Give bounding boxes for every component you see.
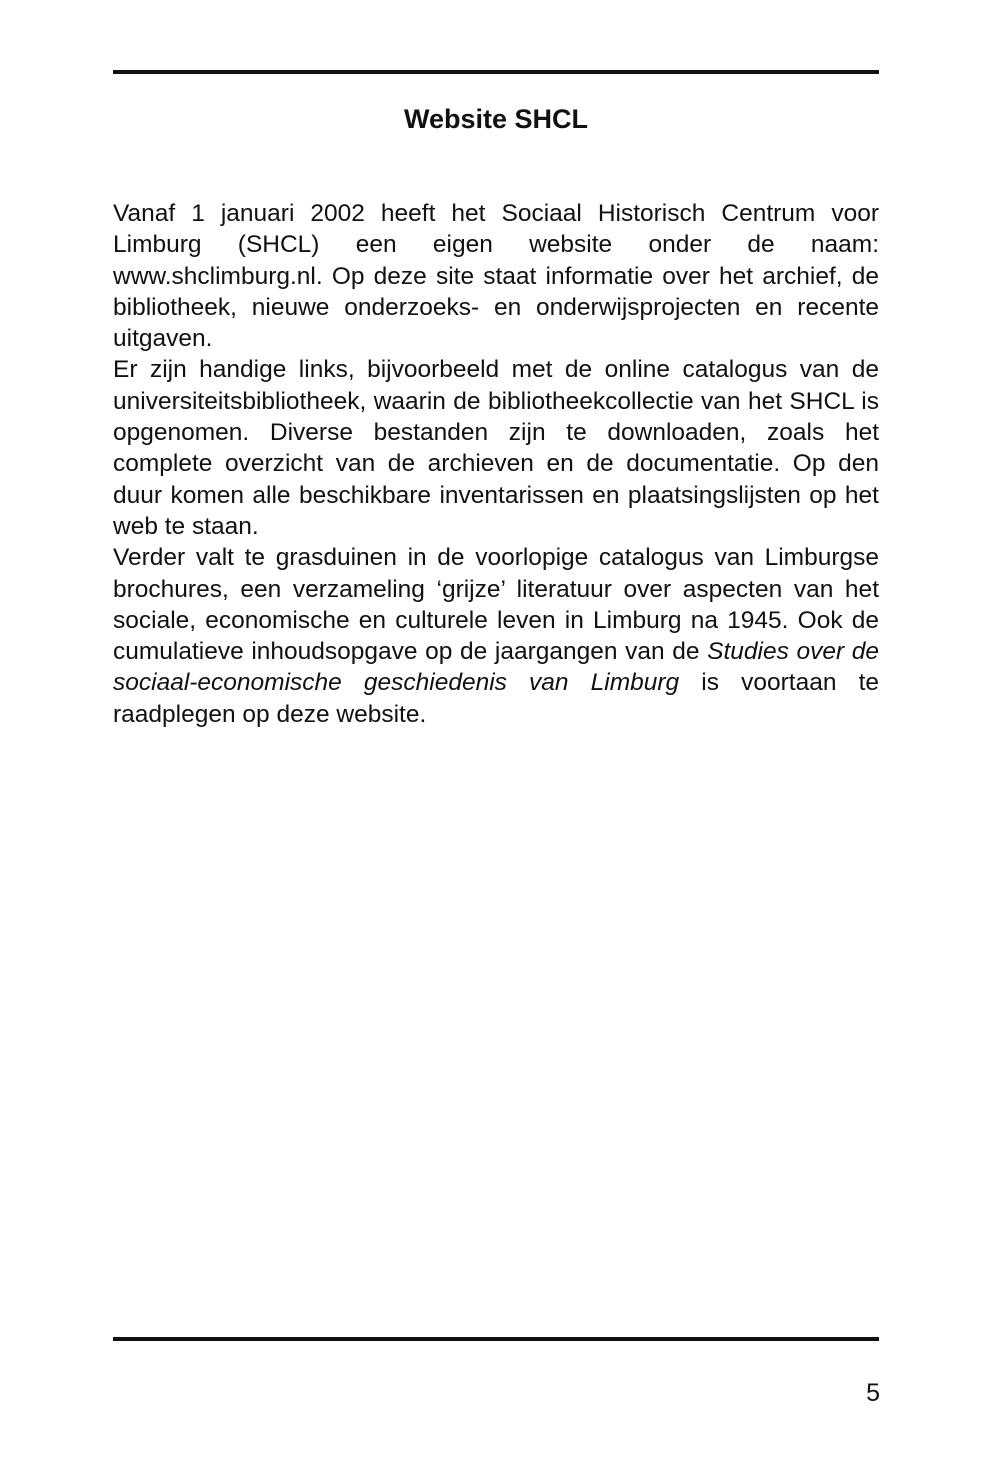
body-text xyxy=(113,198,879,730)
paragraph-3 xyxy=(113,542,879,730)
paragraph-1-text: Vanaf 1 januari 2002 heeft het Sociaal Historisch Centrum voor Limburg (SHCL) een eigen website onder de naam: www.shclimburg.nl. Op deze site staat informatie over het archief, de bibliotheek, nieuwe onderzoeks- en onderwijsprojecten en recente uitgaven. xyxy=(113,200,879,353)
paragraph-3-text-start: Verder valt te grasduinen in de voorlopige catalogus van Limburgse brochures, een verzameling ‘grijze’ literatuur over aspecten van het sociale, economische en culturele leven in Limburg na 1945. Ook de cumulatieve inhoudsopgave op de jaargangen van de xyxy=(113,544,879,666)
paragraph-3-text-end: is voortaan te raadplegen op deze website. xyxy=(113,669,879,728)
paragraph-2 xyxy=(113,354,879,542)
bottom-rule xyxy=(113,1337,879,1341)
top-rule xyxy=(113,70,879,74)
paragraph-1 xyxy=(113,198,879,354)
publication-title: Studies over de sociaal-economische geschiedenis van Limburg xyxy=(113,638,879,697)
page-title: Website SHCL xyxy=(403,104,589,134)
paragraph-2-text: Er zijn handige links, bijvoorbeeld met de online catalogus van de universiteitsbibliotheek, waarin de bibliotheekcollectie van het SHCL is opgenomen. Diverse bestanden zijn te downloaden, zoals het complete overzicht van de archieven en de documentatie. Op den duur komen alle beschikbare inventarissen en plaatsingslijsten op het web te staan. xyxy=(113,356,879,540)
page-number: 5 xyxy=(866,1379,880,1407)
